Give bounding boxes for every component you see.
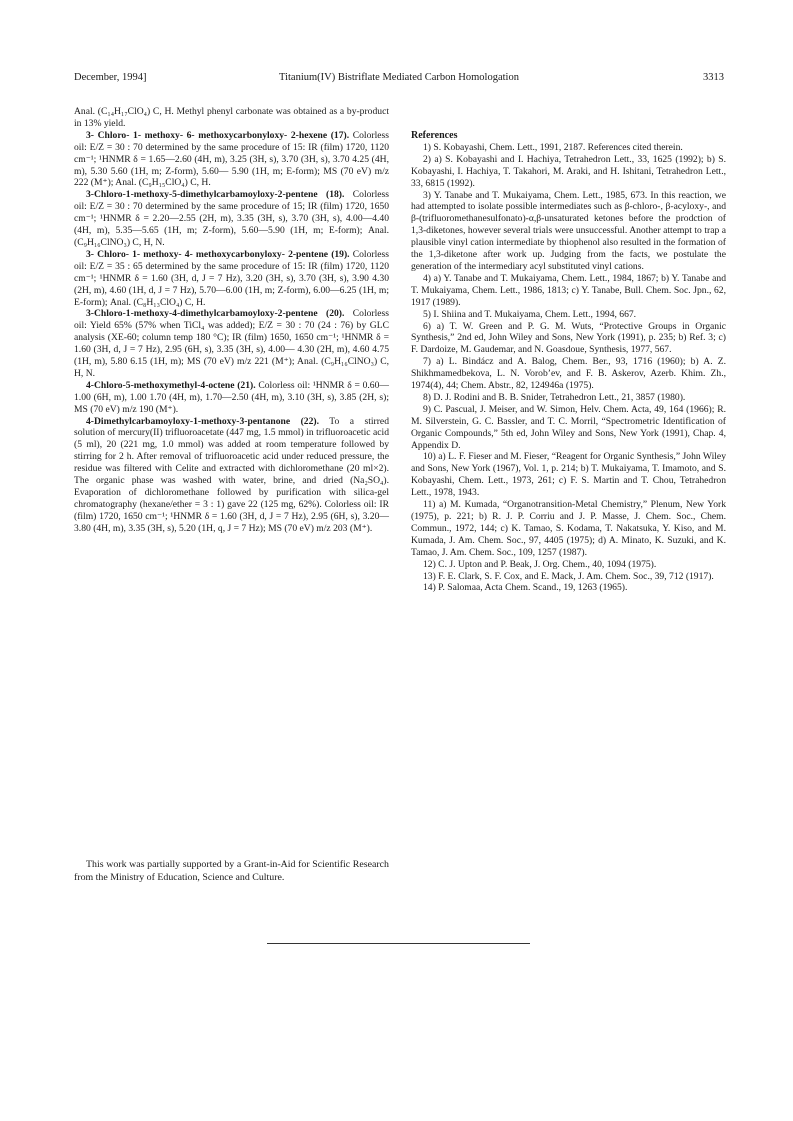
- compound-19-name: 3- Chloro- 1- methoxy- 4- methoxycarbonyloxy- 2-pentene (19).: [86, 248, 350, 260]
- header-title: Titanium(IV) Bistriflate Mediated Carbon Homologation: [279, 72, 519, 83]
- compound-21-name: 4-Chloro-5-methoxymethyl-4-octene (21).: [86, 379, 256, 391]
- compound-20-text: Colorless oil: Yield 65% (57% when TiCl₄ was added); E/Z = 30 : 70 (24 : 76) by GLC analysis (XE-60; column temp 180 °C); IR (film) 1650, 1650 cm⁻¹; ¹HNMR δ = 1.60 (3H, d, J = 7 Hz), 2.95 (6H, s), 3.35 (3H, s), 4.00— 4.30 (2H, m), 4.60 4.75 (1H, m), 5.80 6.15 (1H, m); MS (70 eV) m/z 221 (M⁺); Anal. (C₉H₁₆ClNO₃) C, H, N.: [74, 308, 389, 379]
- reference-item: 3) Y. Tanabe and T. Mukaiyama, Chem. Lett., 1985, 673. In this reaction, we had attempted to isolate possible intermediates such as β-chloro-, β-acyloxy-, and β-(trifluoromethanesulfonato)-α,β-unsaturated ketones before the prodction of 1,3-diketones, however several trials were unsuccessful. Another attempt to trap a plausible vinyl cation intermediate by thiophenol also resulted in the formation of the 1,3-diketone after work up. Judging from the facts, we postulate the generation of the intermediary acyl substituted vinyl cations.: [411, 189, 726, 272]
- compound-22-entry: [74, 416, 389, 535]
- compound-18-text: Colorless oil: E/Z = 30 : 70 determined by the same procedure of 15; IR (film) 1720, 1650 cm⁻¹; ¹HNMR δ = 2.20—2.55 (2H, m), 3.35 (3H, s), 3.70 (3H, s), 4.00—4.40 (4H, m), 5.35—5.65 (1H, m; Z-form), 5.60—5.90 (1H, m; E-form); Anal. (C₉H₁₆ClNO₃) C, H, N.: [74, 189, 389, 248]
- compound-18-name: 3-Chloro-1-methoxy-5-dimethylcarbamoyloxy-2-pentene (18).: [86, 189, 345, 201]
- compound-17-text: Colorless oil: E/Z = 30 : 70 determined by the same procedure of 15: IR (film) 1720, 1120 cm⁻¹; ¹HNMR δ = 1.65—2.60 (4H, m), 3.25 (3H, s), 3.70 (3H, s), 3.70 4.25 (4H, m), 5.30 5.60 (1H, m; Z-form), 5.60— 5.90 (1H, m; E-form); MS (70 eV) m/z 222 (M⁺); Anal. (C₉H₁₅ClO₄) C, H.: [74, 129, 389, 189]
- compound-19-entry: [74, 249, 389, 309]
- compound-22-name: 4-Dimethylcarbamoyloxy-1-methoxy-3-pentanone (22).: [86, 415, 319, 427]
- references-heading: References: [411, 130, 458, 141]
- page-number: 3313: [703, 72, 724, 83]
- compound-20-name: 3-Chloro-1-methoxy-4-dimethylcarbamoyloxy-2-pentene (20).: [86, 308, 345, 320]
- footer-rule: [267, 943, 530, 944]
- reference-item: 7) a) L. Bindácz and A. Balog, Chem. Ber., 93, 1716 (1960); b) A. Z. Shikhmamedbekova, L. N. Vorob’ev, and F. B. Askerov, Azerb. Khim. Zh., 1974(4), 44; Chem. Abstr., 82, 124946a (1975).: [411, 356, 726, 392]
- reference-item: 8) D. J. Rodini and B. B. Snider, Tetrahedron Lett., 21, 3857 (1980).: [423, 391, 686, 403]
- compound-21-text: Colorless oil: ¹HNMR δ = 0.60—1.00 (6H, m), 1.00 1.70 (4H, m), 1.70—2.50 (4H, m), 3.10 (3H, s), 3.85 (2H, s); MS (70 eV) m/z 190 (M⁺).: [74, 379, 389, 415]
- header-date: December, 1994]: [74, 72, 147, 83]
- running-header: [74, 72, 724, 86]
- reference-item: 13) F. E. Clark, S. F. Cox, and E. Mack, J. Am. Chem. Soc., 39, 712 (1917).: [423, 570, 714, 582]
- acknowledgment: This work was partially supported by a Grant-in-Aid for Scientific Research from the Ministry of Education, Science and Culture.: [74, 858, 389, 883]
- reference-item: 2) a) S. Kobayashi and I. Hachiya, Tetrahedron Lett., 33, 1625 (1992); b) S. Kobayashi, I. Hachiya, T. Takahori, M. Araki, and H. Ishitani, Tetrahedron Lett., 33, 6815 (1992).: [411, 153, 726, 189]
- reference-item: 4) a) Y. Tanabe and T. Mukaiyama, Chem. Lett., 1984, 1867; b) Y. Tanabe and T. Mukaiyama, Chem. Lett., 1986, 1813; c) Y. Tanabe, Bull. Chem. Soc. Jpn., 62, 1917 (1989).: [411, 272, 726, 308]
- reference-item: 6) a) T. W. Green and P. G. M. Wuts, “Protective Groups in Organic Synthesis,” 2nd ed, John Wiley and Sons, New York (1991), p. 235; b) Ref. 3; c) F. Dardoize, M. Gaudemar, and N. Goasdoue, Synthesis, 1977, 567.: [411, 320, 726, 356]
- compound-17-name: 3- Chloro- 1- methoxy- 6- methoxycarbonyloxy- 2-hexene (17).: [86, 129, 350, 141]
- compound-19-text: Colorless oil: E/Z = 35 : 65 determined by the same procedure of 15: IR (film) 1720, 1120 cm⁻¹; ¹HNMR δ = 1.60 (3H, d, J = 7 Hz), 3.20 (3H, s), 3.70 (3H, s), 3.90 4.30 (2H, m), 4.60 (1H, d, J = 7 Hz), 5.70—6.00 (1H, m; Z-form), 6.00—6.25 (1H, m; E-form); Anal. (C₈H₁₃ClO₄) C, H.: [74, 248, 389, 308]
- compound-22-text: To a stirred solution of mercury(II) trifluoroacetate (447 mg, 1.5 mmol) in trifluoroacetic acid (5 ml), 20 (221 mg, 1.0 mmol) was added at room temperature followed by stirring for 2 h. After removal of trifluoroacetic acid under reduced pressure, the residue was filtered with Celite and extracted with dichloromethane (20 ml×2). The organic phase was washed with water, brine, and dried (Na₂SO₄). Evaporation of dichloromethane followed by purification with silica-gel chromatography (hexane/ether = 3 : 1) gave 22 (125 mg, 62%). Colorless oil: IR (film) 1720, 1650 cm⁻¹; ¹HNMR δ = 1.60 (3H, d, J = 7 Hz), 2.95 (6H, s), 3.20—3.80 (4H, m), 3.35 (3H, s), 5.20 (1H, q, J = 7 Hz); MS (70 eV) m/z 203 (M⁺).: [74, 415, 389, 534]
- reference-item: 11) a) M. Kumada, “Organotransition-Metal Chemistry,” Plenum, New York (1975), p. 221; b) R. J. P. Corriu and J. P. Masse, J. Chem. Soc., Chem. Commun., 1972, 144; c) K. Tamao, S. Kodama, T. Nakatsuka, Y. Kiso, and M. Kumada, J. Am. Chem. Soc., 97, 4405 (1975); d) A. Minato, K. Suzuki, and K. Tamao, J. Am. Chem. Soc., 109, 1257 (1987).: [411, 499, 726, 558]
- reference-item: 12) C. J. Upton and P. Beak, J. Org. Chem., 40, 1094 (1975).: [423, 558, 657, 570]
- compound-20-entry: [74, 308, 389, 379]
- reference-item: 10) a) L. F. Fieser and M. Fieser, “Reagent for Organic Synthesis,” John Wiley and Sons, New York (1967), Vol. 1, p. 214; b) T. Mukaiyama, T. Imamoto, and S. Kobayashi, Chem. Lett., 1973, 261; c) F. S. Martin and T. Chou, Tetrahedron Lett., 1978, 1943.: [411, 451, 726, 499]
- paragraph-anal: Anal. (C₁₄H₁₇ClO₄) C, H. Methyl phenyl carbonate was obtained as a by-product in 13% yield.: [74, 106, 389, 129]
- compound-21-entry: [74, 380, 389, 416]
- compound-17-entry: [74, 130, 389, 190]
- compound-18-entry: [74, 189, 389, 249]
- references-section: [411, 130, 726, 594]
- reference-item: 1) S. Kobayashi, Chem. Lett., 1991, 2187. References cited therein.: [423, 141, 683, 153]
- left-column: [74, 106, 389, 535]
- reference-item: 5) I. Shiina and T. Mukaiyama, Chem. Lett., 1994, 667.: [423, 308, 637, 320]
- reference-item: 14) P. Salomaa, Acta Chem. Scand., 19, 1263 (1965).: [423, 582, 628, 594]
- reference-item: 9) C. Pascual, J. Meiser, and W. Simon, Helv. Chem. Acta, 49, 164 (1966); R. M. Silverstein, G. C. Bassler, and T. C. Morril, “Spectrometric Identification of Organic Compounds,” 5th ed, John Wiley and Sons, New York (1991), Chap. 4, Appendix D.: [411, 403, 726, 451]
